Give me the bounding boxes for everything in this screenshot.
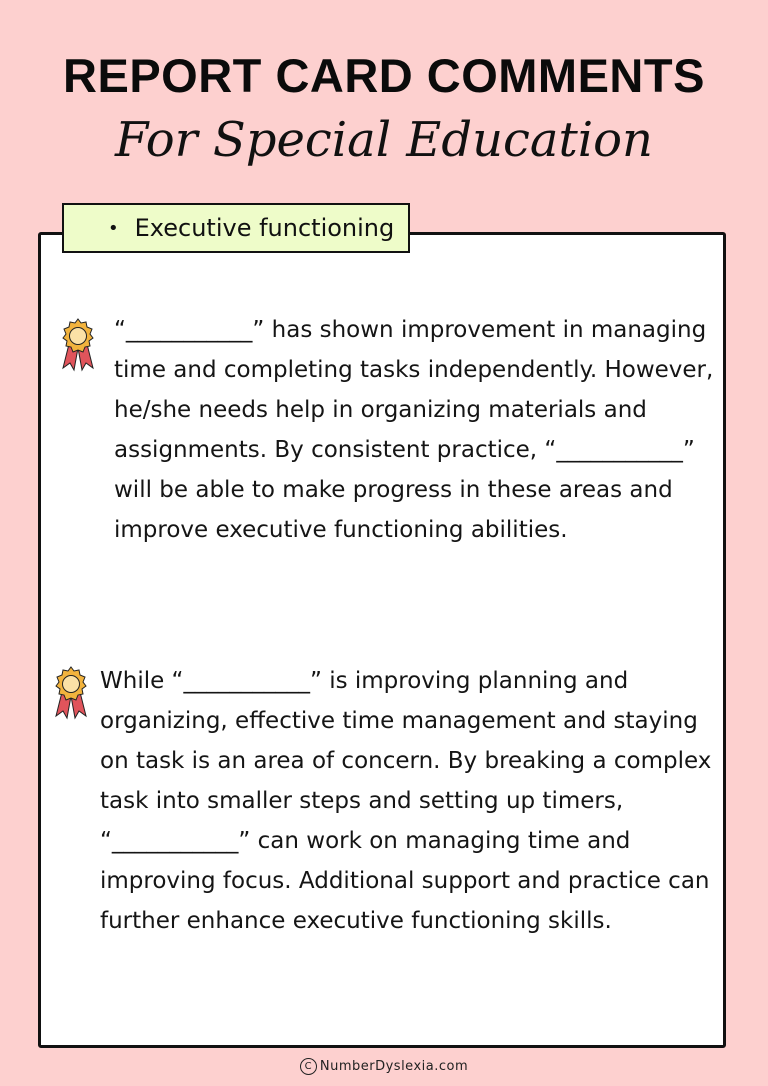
page-title: REPORT CARD COMMENTS [63,49,705,102]
page-subtitle: For Special Education [115,112,653,168]
copyright-icon: C [300,1058,317,1075]
footer [0,1058,768,1075]
comment-text: While “___________” is improving planning and organizing, effective time management and staying on task is an area of concern. By breaking a complex task into smaller steps and setting up timers, “___________” can work on managing time and improving focus. Additional support and practice can further enhance executive functioning skills. [100,668,712,934]
section-tag [62,203,410,253]
award-ribbon-icon [53,666,89,722]
bullet-icon: • [108,217,119,239]
award-ribbon-icon [60,318,96,374]
footer-site: NumberDyslexia.com [319,1059,469,1074]
section-label: Executive functioning [134,214,395,242]
comment-text: “___________” has shown improvement in managing time and completing tasks independently. However, he/she needs help in organizing materials and assignments. By consistent practice, “___________” will be able to make progress in these areas and improve executive functioning abilities. [114,317,714,543]
